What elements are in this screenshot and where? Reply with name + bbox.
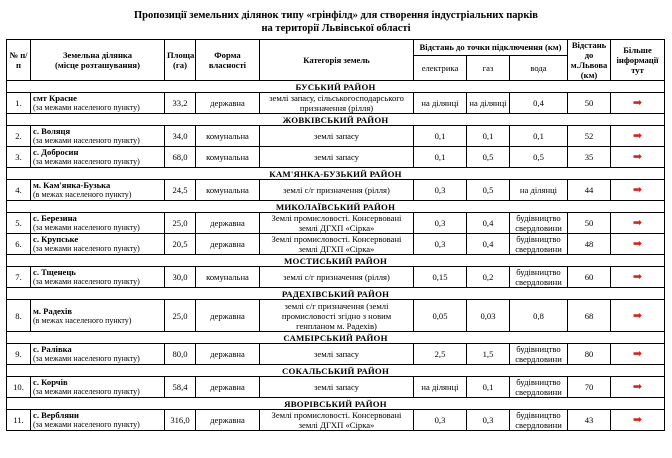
plot-name: с. Крупське [33, 234, 79, 244]
distance-electric: 0,3 [414, 180, 467, 201]
distance-electric: 0,1 [414, 147, 467, 168]
distance-lviv: 48 [568, 234, 611, 255]
more-info-link[interactable] [611, 344, 665, 365]
more-info-link[interactable] [611, 267, 665, 288]
plot-name: с. Березина [33, 213, 77, 223]
plot-location-note: (за межами населеного пункту) [33, 244, 140, 253]
distance-water: 0,8 [510, 300, 568, 332]
arrow-right-icon[interactable]: ➡ [632, 130, 643, 142]
plot-location-note: (за межами населеного пункту) [33, 420, 140, 429]
region-name: КАМ'ЯНКА-БУЗЬКИЙ РАЙОН [7, 168, 665, 180]
document-title [0, 0, 672, 38]
header-distance-group: Відстань до точки підключення (км) [414, 40, 568, 56]
plot-name: м. Кам'янка-Бузька [33, 180, 111, 190]
distance-gas: 0,1 [467, 377, 510, 398]
distance-electric: 0,15 [414, 267, 467, 288]
table-row [7, 147, 665, 168]
more-info-link[interactable] [611, 126, 665, 147]
more-info-link[interactable] [611, 377, 665, 398]
distance-electric: 0,3 [414, 213, 467, 234]
row-number: 1. [7, 93, 31, 114]
ownership: комунальна [196, 180, 260, 201]
plot-location [31, 267, 165, 288]
distance-water: будівництво свердловини [510, 267, 568, 288]
row-number: 6. [7, 234, 31, 255]
land-category: землі запасу, сільськогосподарського призначення (рілля) [260, 93, 414, 114]
header-gas: газ [467, 55, 510, 80]
table-row [7, 180, 665, 201]
plot-location [31, 180, 165, 201]
title-line-1: Пропозиції земельних ділянок типу «грінфілд» для створення індустріальних парків [134, 10, 538, 21]
plot-area: 25,0 [165, 300, 196, 332]
arrow-right-icon[interactable]: ➡ [632, 381, 643, 393]
plot-location-note: (в межах населеного пункту) [33, 315, 132, 325]
ownership: державна [196, 93, 260, 114]
distance-water: на ділянці [510, 180, 568, 201]
table-row [7, 126, 665, 147]
distance-gas: 0,1 [467, 126, 510, 147]
more-info-link[interactable] [611, 213, 665, 234]
plot-location-note: (в межах населеного пункту) [33, 190, 132, 199]
distance-gas: 0,3 [467, 410, 510, 431]
plot-location [31, 344, 165, 365]
region-name: ЯВОРІВСЬКИЙ РАЙОН [7, 398, 665, 410]
distance-water: будівництво свердловини [510, 344, 568, 365]
plot-location [31, 93, 165, 114]
distance-lviv: 52 [568, 126, 611, 147]
distance-electric: на ділянці [414, 377, 467, 398]
region-name: СОКАЛЬСЬКИЙ РАЙОН [7, 365, 665, 377]
plot-name: с. Корчів [33, 377, 68, 387]
region-row [7, 255, 665, 267]
plot-area: 80,0 [165, 344, 196, 365]
header-info: Більше інформації тут [611, 40, 665, 81]
region-name: МОСТИСЬКИЙ РАЙОН [7, 255, 665, 267]
table-row [7, 213, 665, 234]
land-category: землі запасу [260, 377, 414, 398]
plot-name: с. Тщенець [33, 267, 76, 277]
distance-electric: 0,05 [414, 300, 467, 332]
ownership: державна [196, 410, 260, 431]
plot-location-note: (за межами населеного пункту) [33, 103, 140, 112]
plot-area: 25,0 [165, 213, 196, 234]
region-name: МИКОЛАЇВСЬКИЙ РАЙОН [7, 201, 665, 213]
distance-water: 0,4 [510, 93, 568, 114]
arrow-right-icon[interactable]: ➡ [632, 184, 643, 196]
arrow-right-icon[interactable]: ➡ [632, 217, 643, 229]
plot-location-note: (за межами населеного пункту) [33, 277, 140, 286]
distance-lviv: 68 [568, 300, 611, 332]
distance-gas: 0,4 [467, 234, 510, 255]
header-plot [31, 40, 165, 81]
distance-water: 0,1 [510, 126, 568, 147]
distance-gas: 0,5 [467, 180, 510, 201]
header-electric: електрика [414, 55, 467, 80]
distance-lviv: 70 [568, 377, 611, 398]
arrow-right-icon[interactable]: ➡ [632, 271, 643, 283]
ownership: державна [196, 344, 260, 365]
plot-location-note: (за межами населеного пункту) [33, 136, 140, 145]
plot-location [31, 300, 165, 332]
more-info-link[interactable] [611, 300, 665, 332]
plot-name: с. Воляця [33, 126, 71, 136]
arrow-right-icon[interactable]: ➡ [632, 97, 643, 109]
header-water: вода [510, 55, 568, 80]
table-row [7, 93, 665, 114]
row-number: 7. [7, 267, 31, 288]
distance-gas: на ділянці [467, 93, 510, 114]
ownership: державна [196, 377, 260, 398]
plot-location-note: (за межами населеного пункту) [33, 223, 140, 232]
table-row [7, 344, 665, 365]
more-info-link[interactable] [611, 93, 665, 114]
land-category: землі с/г призначення (землі промисловості згідно з новим генпланом м. Радехів) [260, 300, 414, 332]
plot-area: 58,4 [165, 377, 196, 398]
ownership: державна [196, 213, 260, 234]
plot-location [31, 377, 165, 398]
distance-electric: 0,1 [414, 126, 467, 147]
region-name: РАДЕХІВСЬКИЙ РАЙОН [7, 288, 665, 300]
plot-name: с. Добросин [33, 147, 79, 157]
region-row [7, 398, 665, 410]
table-row [7, 267, 665, 288]
region-row [7, 168, 665, 180]
plot-area: 68,0 [165, 147, 196, 168]
distance-gas: 0,2 [467, 267, 510, 288]
distance-water: будівництво свердловини [510, 410, 568, 431]
region-row [7, 365, 665, 377]
plot-area: 20,5 [165, 234, 196, 255]
arrow-right-icon[interactable]: ➡ [632, 151, 643, 163]
region-row [7, 332, 665, 344]
plot-area: 30,0 [165, 267, 196, 288]
distance-gas: 0,5 [467, 147, 510, 168]
distance-electric: 0,3 [414, 410, 467, 431]
plot-area: 24,5 [165, 180, 196, 201]
distance-electric: 2,5 [414, 344, 467, 365]
distance-gas: 0,4 [467, 213, 510, 234]
plot-name: м. Радехів [33, 305, 73, 316]
plot-location [31, 213, 165, 234]
land-category: Землі промисловості. Консервовані землі ДГХП «Сірка» [260, 213, 414, 234]
header-ownership: Форма власності [196, 40, 260, 81]
header-category: Категорія земель [260, 40, 414, 81]
distance-lviv: 50 [568, 93, 611, 114]
plot-location [31, 234, 165, 255]
row-number: 9. [7, 344, 31, 365]
plot-location-note: (за межами населеного пункту) [33, 157, 140, 166]
ownership: державна [196, 234, 260, 255]
land-plots-table [6, 39, 665, 431]
plot-location [31, 147, 165, 168]
distance-lviv: 50 [568, 213, 611, 234]
header-lviv: Відстань до м.Львова (км) [568, 40, 611, 81]
arrow-right-icon[interactable]: ➡ [632, 309, 643, 322]
region-row [7, 114, 665, 126]
row-number: 10. [7, 377, 31, 398]
table-row [7, 377, 665, 398]
ownership: комунальна [196, 267, 260, 288]
distance-gas: 1,5 [467, 344, 510, 365]
land-category: землі запасу [260, 126, 414, 147]
row-number: 4. [7, 180, 31, 201]
plot-area: 33,2 [165, 93, 196, 114]
plot-location [31, 410, 165, 431]
table-body [7, 81, 665, 431]
distance-lviv: 43 [568, 410, 611, 431]
row-number: 2. [7, 126, 31, 147]
distance-electric: 0,3 [414, 234, 467, 255]
land-category: землі с/г призначення (рілля) [260, 267, 414, 288]
header-num: № п/п [7, 40, 31, 81]
plot-area: 316,0 [165, 410, 196, 431]
distance-gas: 0,03 [467, 300, 510, 332]
table-row [7, 300, 665, 332]
distance-water: будівництво свердловини [510, 377, 568, 398]
row-number: 8. [7, 300, 31, 332]
row-number: 11. [7, 410, 31, 431]
table-row [7, 234, 665, 255]
plot-location [31, 126, 165, 147]
header-area: Площа (га) [165, 40, 196, 81]
ownership: державна [196, 300, 260, 332]
plot-name: с. Вербляни [33, 410, 79, 420]
distance-lviv: 35 [568, 147, 611, 168]
plot-area: 34,0 [165, 126, 196, 147]
row-number: 3. [7, 147, 31, 168]
region-row [7, 81, 665, 93]
more-info-link[interactable] [611, 234, 665, 255]
distance-water: будівництво свердловини [510, 213, 568, 234]
arrow-right-icon[interactable]: ➡ [632, 348, 643, 360]
distance-lviv: 44 [568, 180, 611, 201]
distance-lviv: 60 [568, 267, 611, 288]
distance-lviv: 80 [568, 344, 611, 365]
region-row [7, 201, 665, 213]
region-name: БУСЬКИЙ РАЙОН [7, 81, 665, 93]
more-info-link[interactable] [611, 147, 665, 168]
region-name: ЖОВКІВСЬКИЙ РАЙОН [7, 114, 665, 126]
more-info-link[interactable] [611, 410, 665, 431]
ownership: комунальна [196, 147, 260, 168]
land-category: Землі промисловості. Консервовані землі ДГХП «Сірка» [260, 410, 414, 431]
plot-location-note: (за межами населеного пункту) [33, 387, 140, 396]
land-category: землі запасу [260, 344, 414, 365]
header-plot-sub: (місце розташування) [55, 60, 140, 70]
land-category: Землі промисловості. Консервовані землі ДГХП «Сірка» [260, 234, 414, 255]
plot-location-note: (за межами населеного пункту) [33, 354, 140, 363]
distance-water: 0,5 [510, 147, 568, 168]
region-row [7, 288, 665, 300]
table-row [7, 410, 665, 431]
arrow-right-icon[interactable]: ➡ [632, 414, 643, 426]
ownership: комунальна [196, 126, 260, 147]
plot-name: с. Ралівка [33, 344, 72, 354]
land-category: землі с/г призначення (рілля) [260, 180, 414, 201]
more-info-link[interactable] [611, 180, 665, 201]
header-plot-label: Земельна ділянка [62, 50, 133, 60]
land-category: землі запасу [260, 147, 414, 168]
plot-name: смт Красне [33, 93, 77, 103]
region-name: САМБІРСЬКИЙ РАЙОН [7, 332, 665, 344]
distance-water: будівництво свердловини [510, 234, 568, 255]
row-number: 5. [7, 213, 31, 234]
distance-electric: на ділянці [414, 93, 467, 114]
title-line-2: на території Львівської області [261, 22, 411, 34]
arrow-right-icon[interactable]: ➡ [632, 238, 643, 250]
